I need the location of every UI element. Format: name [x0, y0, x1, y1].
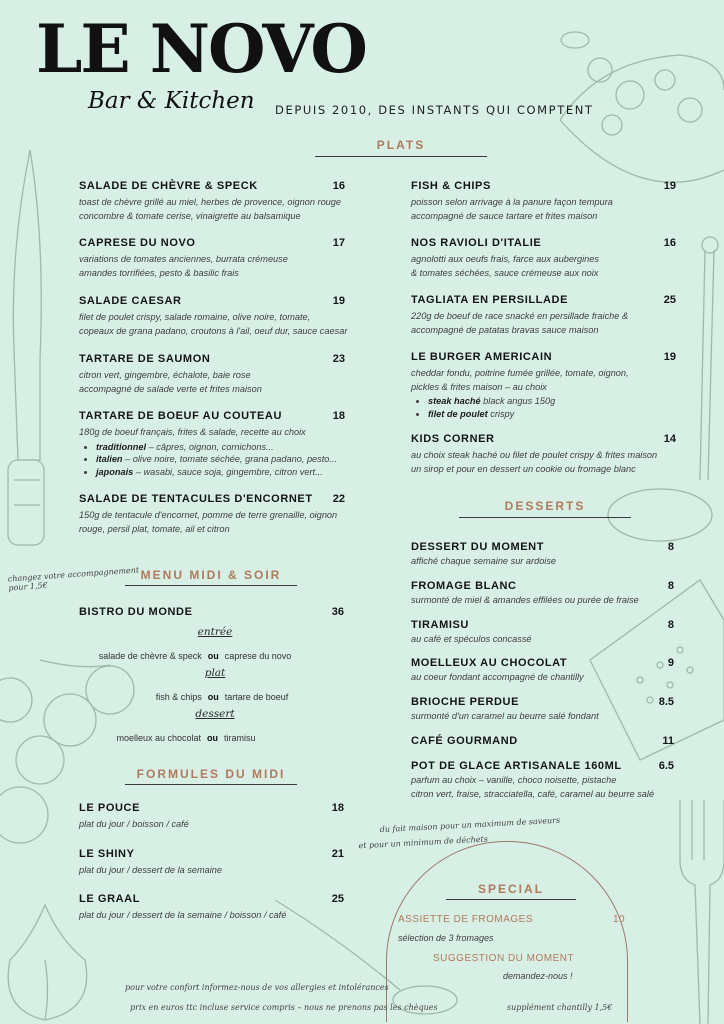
chantilly-note: supplément chantilly 1,5€ [507, 1003, 613, 1012]
menu-item [79, 848, 344, 878]
course-options: moelleux au chocolat ou tiramisu [116, 733, 256, 743]
item-price: 23 [332, 353, 345, 365]
list-item: • filet de poulet crispy [428, 408, 676, 421]
menu-item [79, 802, 344, 832]
burger-options-list [411, 395, 676, 420]
menu-item [411, 237, 676, 280]
menu-item [411, 735, 674, 747]
menu-item [411, 433, 676, 476]
list-item: • steak haché black angus 150g [428, 395, 676, 408]
item-name: SALADE DE TENTACULES D'ENCORNET [79, 493, 313, 505]
course-options: fish & chips ou tartare de boeuf [155, 692, 289, 702]
special-item-description: demandez-nous ! [503, 971, 573, 981]
item-name: LE POUCE [79, 802, 141, 814]
course-options: salade de chèvre & speck ou caprese du novo [98, 651, 292, 661]
item-description: 180g de boeuf français, frites & salade, recette au choix [79, 427, 306, 437]
item-description: cheddar fondu, poitrine fumée grillée, tomate, oignon, pickles & frites maison – au choix [411, 368, 629, 392]
item-description: au café et spéculos concassé [411, 634, 532, 644]
item-description: plat du jour / dessert de la semaine [79, 865, 222, 875]
item-description: toast de chèvre grillé au miel, herbes de provence, oignon rouge concombre & tomate cerise, vinaigrette au balsamique [79, 197, 342, 221]
section-title-plats: PLATS [376, 138, 426, 152]
item-name: TIRAMISU [411, 619, 469, 631]
special-item-price: 10 [613, 914, 626, 925]
menu-item [79, 606, 344, 618]
item-name: MOELLEUX AU CHOCOLAT [411, 657, 568, 669]
item-description: 150g de tentacule d'encornet, pomme de terre grenaille, oignon rouge, persil plat, tomate, ail et citron [79, 510, 338, 534]
item-price: 9 [667, 657, 674, 669]
item-name: POT DE GLACE ARTISANALE 160ML [411, 760, 622, 772]
item-description: filet de poulet crispy, salade romaine, olive noire, tomate, copeaux de grana padano, croutons à l'ail, oeuf dur, sauce caesar [79, 312, 348, 336]
item-description: plat du jour / dessert de la semaine / boisson / café [79, 910, 287, 920]
list-item: • italien – olive noire, tomate séchée, grana padano, pesto... [96, 453, 345, 466]
menu-item [79, 295, 348, 338]
item-price: 18 [331, 802, 344, 814]
section-rule [459, 517, 631, 518]
item-description: affiché chaque semaine sur ardoise [411, 556, 557, 566]
menu-item [79, 410, 345, 478]
item-name: TARTARE DE SAUMON [79, 353, 211, 365]
section-rule [315, 156, 487, 157]
item-name: LE BURGER AMERICAIN [411, 351, 553, 363]
item-name: FISH & CHIPS [411, 180, 491, 192]
item-name: BRIOCHE PERDUE [411, 696, 520, 708]
course-label-dessert: dessert [195, 708, 235, 720]
item-price: 19 [663, 351, 676, 363]
item-price: 8 [667, 541, 674, 553]
item-price: 18 [332, 410, 345, 422]
special-item-description: sélection de 3 fromages [398, 933, 494, 943]
side-note: changez votre accompagnement pour 1,5€ [7, 565, 140, 593]
menu-item [79, 237, 345, 280]
restaurant-logo: LE NOVO [36, 10, 366, 88]
menu-item [79, 893, 344, 923]
item-description: agnolotti aux oeufs frais, farce aux aubergines & tomates séchées, sauce crémeuse aux noix [411, 254, 599, 278]
menu-item [79, 180, 345, 223]
price-note: prix en euros ttc incluse service compris – nous ne prenons pas les chèques [130, 1003, 438, 1012]
item-name: CAPRESE DU NOVO [79, 237, 196, 249]
item-description: surmonté de miel & amandes effilées ou purée de fraise [411, 595, 639, 605]
item-price: 8.5 [658, 696, 674, 708]
item-name: KIDS CORNER [411, 433, 495, 445]
item-price: 8 [667, 619, 674, 631]
item-description: variations de tomates anciennes, burrata crémeuse amandes torrifiées, pesto & basilic frais [79, 254, 288, 278]
section-rule [125, 585, 297, 586]
item-price: 8 [667, 580, 674, 592]
homemade-note: du fait maison pour un maximum de saveurs et pour un minimum de déchets [358, 815, 561, 851]
menu-item [411, 696, 674, 724]
item-name: DESSERT DU MOMENT [411, 541, 545, 553]
menu-item [411, 180, 676, 223]
item-description: au coeur fondant accompagné de chantilly [411, 672, 584, 682]
item-description: parfum au choix – vanille, choco noisette, pistache citron vert, fraise, stracciatella, café, caramel au beurre salé [411, 775, 655, 799]
item-name: FROMAGE BLANC [411, 580, 517, 592]
section-title-desserts: DESSERTS [504, 499, 586, 513]
recipe-options-list [79, 441, 345, 479]
special-item-name: SUGGESTION DU MOMENT [433, 953, 575, 964]
list-item: • traditionnel – câpres, oignon, cornichons... [96, 441, 345, 454]
item-name: LE SHINY [79, 848, 135, 860]
special-item-name: ASSIETTE DE FROMAGES [398, 914, 534, 925]
item-price: 19 [332, 295, 345, 307]
item-price: 25 [331, 893, 344, 905]
item-description: plat du jour / boisson / café [79, 819, 189, 829]
section-rule [446, 899, 576, 900]
item-price: 36 [331, 606, 344, 618]
menu-item [79, 493, 345, 536]
item-name: SALADE CAESAR [79, 295, 182, 307]
menu-item [411, 541, 674, 569]
course-label-entree: entrée [197, 626, 233, 638]
item-price: 21 [331, 848, 344, 860]
menu-item [79, 353, 345, 396]
item-name: TAGLIATA EN PERSILLADE [411, 294, 569, 306]
item-price: 22 [332, 493, 345, 505]
menu-item [411, 580, 674, 608]
item-name: CAFÉ GOURMAND [411, 735, 518, 747]
item-price: 16 [332, 180, 345, 192]
garlic-illustration [8, 905, 86, 1020]
item-name: LE GRAAL [79, 893, 141, 905]
menu-item [411, 294, 676, 337]
logo-subtitle: Bar & Kitchen [88, 88, 255, 114]
item-price: 17 [332, 237, 345, 249]
item-description: au choix steak haché ou filet de poulet crispy & frites maison un sirop et pour en dessert un cookie ou fromage blanc [411, 450, 658, 474]
item-price: 14 [663, 433, 676, 445]
item-name: BISTRO DU MONDE [79, 606, 193, 618]
menu-item [411, 657, 674, 685]
item-name: NOS RAVIOLI D'ITALIE [411, 237, 542, 249]
item-description: surmonté d'un caramel au beurre salé fondant [411, 711, 599, 721]
menu-item [411, 760, 674, 801]
item-name: SALADE DE CHÈVRE & SPECK [79, 180, 258, 192]
list-item: • japonais – wasabi, sauce soja, gingembre, citron vert... [96, 466, 345, 479]
menu-item [411, 351, 676, 420]
item-price: 11 [662, 735, 674, 747]
section-title-special: SPECIAL [477, 882, 544, 896]
item-price: 25 [663, 294, 676, 306]
section-rule [125, 784, 297, 785]
item-description: citron vert, gingembre, échalote, baie rose accompagné de salade verte et frites maison [79, 370, 262, 394]
item-description: poisson selon arrivage à la panure façon tempura accompagné de sauce tartare et frites maison [411, 197, 613, 221]
knife-illustration [8, 150, 44, 545]
section-title-formules: FORMULES DU MIDI [136, 767, 286, 781]
item-description: 220g de boeuf de race snacké en persillade fraiche & accompagné de patatas bravas sauce maison [411, 311, 629, 335]
tagline: DEPUIS 2010, DES INSTANTS QUI COMPTENT [275, 103, 594, 117]
menu-item [411, 619, 674, 647]
item-name: TARTARE DE BOEUF AU COUTEAU [79, 410, 282, 422]
course-label-plat: plat [204, 667, 226, 679]
fork-illustration [680, 800, 724, 1024]
item-price: 19 [663, 180, 676, 192]
item-price: 6.5 [658, 760, 674, 772]
item-price: 16 [663, 237, 676, 249]
allergy-note: pour votre confort informez-nous de vos allergies et intolérances [125, 983, 389, 992]
section-title-menu-midi: MENU MIDI & SOIR [140, 568, 282, 582]
